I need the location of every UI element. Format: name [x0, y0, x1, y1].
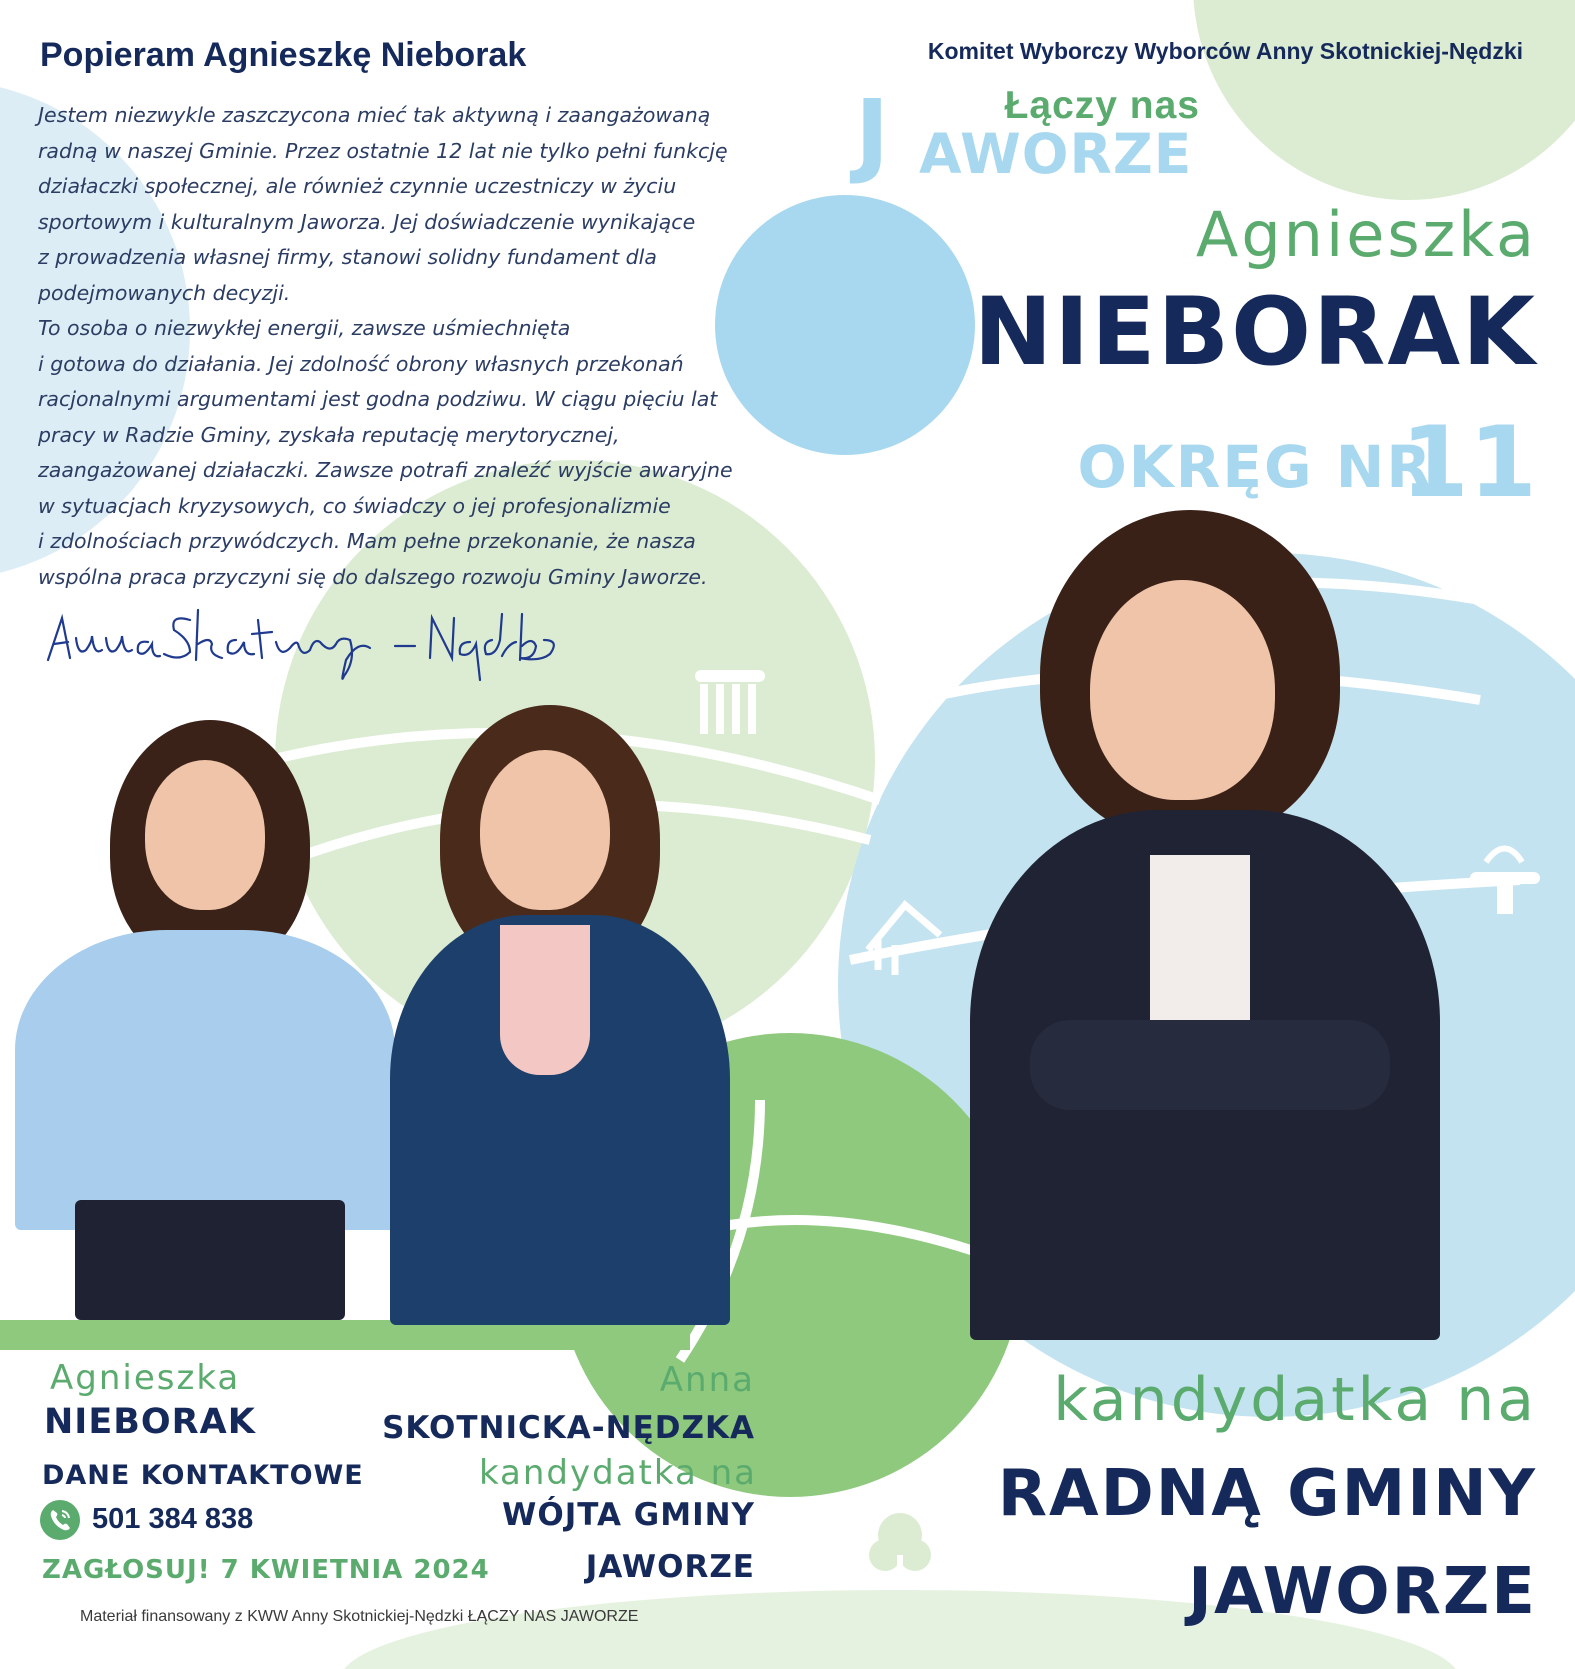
anna-last-name: SKOTNICKA-NĘDZKA	[382, 1410, 755, 1446]
logo-jaworze-text: AWORZE	[919, 122, 1193, 186]
laczy-nas-jaworze-logo	[855, 80, 1200, 190]
letter-line: podejmowanych decyzji.	[38, 280, 291, 305]
letter-line: pracy w Radzie Gminy, zyskała reputację merytorycznej,	[38, 422, 620, 447]
logo-top-text: Łączy nas	[1004, 84, 1200, 127]
letter-line: sportowym i kulturalnym Jaworza. Jej doświadczenie wynikające	[38, 209, 696, 234]
contact-heading: DANE KONTAKTOWE	[42, 1460, 364, 1491]
letter-line: z prowadzenia własnej firmy, stanowi solidny fundament dla	[38, 245, 657, 269]
letter-body	[38, 98, 758, 595]
letter-line: działaczki społecznej, ale również czynnie uczestniczy w życiu	[38, 174, 677, 198]
district-label: OKRĘG NR	[1077, 433, 1433, 501]
office-title	[998, 1445, 1537, 1641]
phone-icon	[40, 1500, 80, 1540]
district-number: 11	[1400, 406, 1537, 520]
vote-date: ZAGŁOSUJ! 7 KWIETNIA 2024	[42, 1555, 490, 1585]
logo-J-letter: J	[855, 80, 890, 187]
anna-first-name: Anna	[659, 1360, 755, 1400]
photo-agnieszka-nieborak-small	[5, 720, 405, 1320]
letter-line: Jestem niezwykle zaszczycona mieć tak aktywną i zaangażowaną	[38, 103, 711, 127]
bottom-left-first-name: Agnieszka	[50, 1358, 241, 1398]
letter-line: w sytuacjach kryzysowych, co świadczy o jej profesjonalizmie	[38, 493, 671, 518]
office-line-2: JAWORZE	[1188, 1555, 1537, 1629]
bg-circle-top-right	[1193, 0, 1575, 200]
letter-line: racjonalnymi argumentami jest godna podziwu. W ciągu pięciu lat	[38, 387, 718, 411]
letter-line: radną w naszej Gminie. Przez ostatnie 12 lat nie tylko pełni funkcję	[38, 138, 728, 163]
letter-line: i zdolnościach przywódczych. Mam pełne przekonanie, że nasza	[38, 529, 696, 553]
candidate-last-name: NIEBORAK	[973, 278, 1537, 387]
photo-anna-skotnicka-nedzka	[380, 705, 740, 1325]
anna-office-line-1: WÓJTA GMINY	[502, 1497, 755, 1533]
bottom-left-last-name: NIEBORAK	[44, 1402, 256, 1442]
letter-line: i gotowa do działania. Jej zdolność obrony własnych przekonań	[38, 351, 684, 376]
letter-line: To osoba o niezwykłej energii, zawsze uśmiechnięta	[38, 316, 571, 340]
phone-number: 501 384 838	[92, 1503, 254, 1535]
committee-name: Komitet Wyborczy Wyborców Anny Skotnickiej-Nędzki	[927, 38, 1523, 64]
anna-office-line-2: JAWORZE	[585, 1549, 755, 1585]
letter-title: Popieram Agnieszkę Nieborak	[40, 36, 527, 74]
candidate-label: kandydatka na	[1053, 1365, 1537, 1435]
tree-icon	[869, 1513, 931, 1577]
photo-agnieszka-nieborak-main	[960, 510, 1460, 1340]
office-line-1: RADNĄ GMINY	[997, 1457, 1537, 1531]
anna-candidate-label: kandydatka na	[478, 1453, 757, 1493]
letter-line: zaangażowanej działaczki. Zawsze potrafi znaleźć wyjście awaryjne	[38, 458, 733, 482]
signature	[40, 600, 560, 695]
financing-note: Materiał finansowany z KWW Anny Skotnickiej-Nędzki ŁĄCZY NAS JAWORZE	[80, 1608, 639, 1625]
candidate-first-name: Agnieszka	[1195, 198, 1537, 271]
letter-line: wspólna praca przyczyni się do dalszego rozwoju Gminy Jaworze.	[38, 564, 708, 589]
